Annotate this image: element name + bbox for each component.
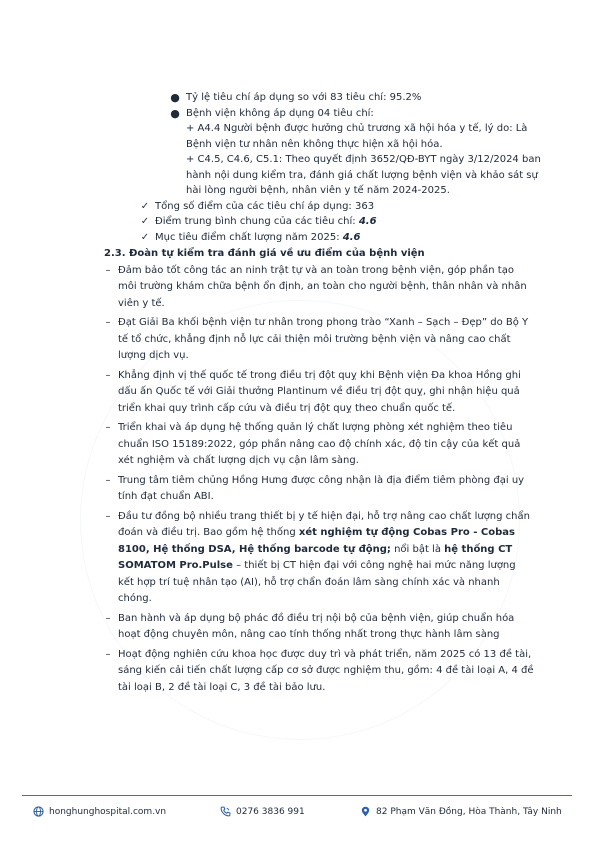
bullet-text: Tỷ lệ tiêu chí áp dụng so với 83 tiêu chí: 95.2% xyxy=(186,92,422,103)
footer-website[interactable] xyxy=(33,806,166,817)
list-text: Đạt Giải Ba khối bệnh viện tư nhân trong phong trào “Xanh – Sạch – Đẹp” do Bộ Y xyxy=(118,317,529,328)
list-item xyxy=(100,263,578,279)
list-text: đoán và điều trị. Bao gồm hệ thống xyxy=(118,527,299,538)
list-item-continuation xyxy=(100,627,578,643)
list-text: Khẳng định vị thế quốc tế trong điều trị đột quỵ khi Bệnh viện Đa khoa Hồng ghi xyxy=(118,369,521,381)
bullet-item xyxy=(100,106,578,122)
list-text: hoạt động chuyên môn, nâng cao tính thống nhất trong thực hành lâm sàng xyxy=(118,629,500,640)
dash-bullet-icon: – xyxy=(105,422,111,433)
page-footer xyxy=(0,800,596,824)
list-item-continuation xyxy=(100,575,578,591)
list-text: Ban hành và áp dụng bộ phác đồ điều trị nội bộ của bệnh viện, giúp chuẩn hóa xyxy=(118,612,515,624)
list-item-continuation xyxy=(100,591,578,607)
bullet-item xyxy=(100,90,578,106)
list-item-continuation xyxy=(100,384,578,400)
list-text: triển khai quy trình cấp cứu và điều trị đột quỵ theo chuẩn quốc tế. xyxy=(118,402,456,414)
list-item xyxy=(100,420,578,436)
list-text: dấu ấn Quốc tế với Giải thưởng Plantinum về điều trị đột quỵ, ghi nhận hiệu quả xyxy=(118,386,520,397)
checklist-label: Mục tiêu điểm chất lượng năm 2025: xyxy=(155,231,343,243)
list-item-continuation xyxy=(100,348,578,364)
checklist-value: 363 xyxy=(354,200,375,212)
list-text: Đầu tư đồng bộ nhiều trang thiết bị y tế hiện đại, hỗ trợ nâng cao chất lượng chẩn xyxy=(118,510,530,522)
checklist-value: 4.6 xyxy=(358,216,377,227)
list-item xyxy=(100,509,578,525)
list-text: Đảm bảo tốt công tác an ninh trật tự và an toàn trong bệnh viện, góp phần tạo xyxy=(118,264,514,276)
checklist-label: Điểm trung bình chung của các tiêu chí: xyxy=(155,216,359,227)
dash-bullet-icon: – xyxy=(105,369,111,381)
checklist-item xyxy=(100,230,578,246)
list-item-continuation xyxy=(100,680,578,696)
phone-icon xyxy=(220,806,231,817)
footer-phone-text: 0276 3836 991 xyxy=(236,806,305,817)
list-text: nổi bật là xyxy=(390,543,445,555)
footer-phone[interactable] xyxy=(220,806,305,817)
checkmark-icon: ✓ xyxy=(140,231,150,243)
list-text: tính đạt chuẩn ABI. xyxy=(118,491,214,502)
globe-icon xyxy=(33,806,44,817)
bullet-continuation: + A4.4 Người bệnh được hưởng chủ trương xã hội hóa y tế, lý do: Là xyxy=(186,123,528,134)
list-item-continuation xyxy=(100,663,578,679)
checkmark-icon: ✓ xyxy=(140,216,150,227)
list-item-continuation xyxy=(100,401,578,417)
bullet-text: Bệnh viện không áp dụng 04 tiêu chí: xyxy=(186,107,374,119)
emphasis-text: 8100, Hệ thống DSA, Hệ thống barcode tự động; xyxy=(118,543,391,555)
list-text: viên y tế. xyxy=(118,297,165,309)
checklist-label: Tổng số điểm của các tiêu chí áp dụng: xyxy=(155,200,355,212)
list-item xyxy=(100,368,578,384)
list-text: Hoạt động nghiên cứu khoa học được duy trì và phát triển, năm 2025 có 13 đề tài, xyxy=(118,648,532,660)
list-item-continuation xyxy=(100,489,578,505)
list-item-continuation xyxy=(100,542,578,558)
location-pin-icon xyxy=(360,806,371,817)
list-text: xét nghiệm và chất lượng dịch vụ cận lâm sàng. xyxy=(118,455,359,466)
list-item-continuation xyxy=(100,296,578,312)
list-text: – thiết bị CT hiện đại với công nghệ hai mức năng lượng xyxy=(232,560,516,571)
checklist-value: 4.6 xyxy=(342,231,361,243)
checkmark-icon: ✓ xyxy=(140,200,150,212)
emphasis-text: SOMATOM Pro.Pulse xyxy=(118,560,233,571)
footer-website-text: honghunghospital.com.vn xyxy=(49,806,167,817)
list-text: chuẩn ISO 15189:2022, góp phần nâng cao độ chính xác, độ tin cậy của kết quả xyxy=(118,438,521,450)
list-text: lượng dịch vụ. xyxy=(118,350,189,361)
bullet-dot-icon: ● xyxy=(170,106,180,120)
bullet-continuation: + C4.5, C4.6, C5.1: Theo quyết định 3652/QĐ-BYT ngày 3/12/2024 ban xyxy=(186,154,541,165)
list-text: môi trường khám chữa bệnh ổn định, an toàn cho người bệnh, thân nhân và nhân xyxy=(118,281,527,292)
bullet-continuation: hành nội dung kiểm tra, đánh giá chất lượng bệnh viện và khảo sát sự xyxy=(186,169,538,181)
bullet-continuation: Bệnh viện tư nhân nên không thực hiện xã hội hóa. xyxy=(186,138,443,150)
list-item xyxy=(100,473,578,489)
dash-bullet-icon: – xyxy=(105,510,111,522)
list-text: chóng. xyxy=(118,593,152,604)
dash-bullet-icon: – xyxy=(105,474,111,486)
list-text: Triển khai và áp dụng hệ thống quản lý chất lượng phòng xét nghiệm theo tiêu xyxy=(118,422,513,433)
dash-bullet-icon: – xyxy=(105,264,111,276)
dash-bullet-icon: – xyxy=(105,648,111,660)
footer-divider xyxy=(22,795,572,796)
dash-bullet-icon: – xyxy=(105,317,111,328)
section-heading: 2.3. Đoàn tự kiểm tra đánh giá về ưu điểm của bệnh viện xyxy=(104,248,425,259)
footer-address-text: 82 Phạm Văn Đồng, Hòa Thành, Tây Ninh xyxy=(376,806,562,817)
list-text: sáng kiến cải tiến chất lượng cấp cơ sở được nghiệm thu, gồm: 4 đề tài loại A, 4 đề xyxy=(118,665,534,676)
footer-address xyxy=(360,806,562,817)
list-item-continuation xyxy=(100,437,578,453)
list-item xyxy=(100,611,578,627)
list-item-continuation xyxy=(100,558,578,574)
bullet-continuation: hài lòng người bệnh, nhân viên y tế năm 2024-2025. xyxy=(186,185,450,196)
bullet-dot-icon: ● xyxy=(170,91,180,104)
list-item xyxy=(100,647,578,663)
list-text: tế tổ chức, khẳng định nỗ lực cải thiện môi trường bệnh viện và nâng cao chất xyxy=(118,333,511,345)
checklist-item xyxy=(100,214,578,230)
dash-bullet-icon: – xyxy=(105,612,111,624)
list-item-continuation xyxy=(100,332,578,348)
list-text: kết hợp trí tuệ nhân tạo (AI), hỗ trợ chẩn đoán lâm sàng chính xác và nhanh xyxy=(118,576,500,588)
emphasis-text: hệ thống CT xyxy=(444,543,513,555)
list-text: Trung tâm tiêm chủng Hồng Hưng được công nhận là địa điểm tiêm phòng đại uy xyxy=(118,474,525,486)
checklist-item xyxy=(100,199,578,215)
list-text: tài loại B, 2 đề tài loại C, 3 đề tài bảo lưu. xyxy=(118,681,326,693)
emphasis-text: xét nghiệm tự động Cobas Pro - Cobas xyxy=(298,527,515,538)
list-item xyxy=(100,315,578,331)
document-body xyxy=(100,90,578,695)
list-item-continuation xyxy=(100,453,578,469)
list-item-continuation xyxy=(100,525,578,541)
list-item-continuation xyxy=(100,279,578,295)
strengths-list xyxy=(100,263,578,696)
